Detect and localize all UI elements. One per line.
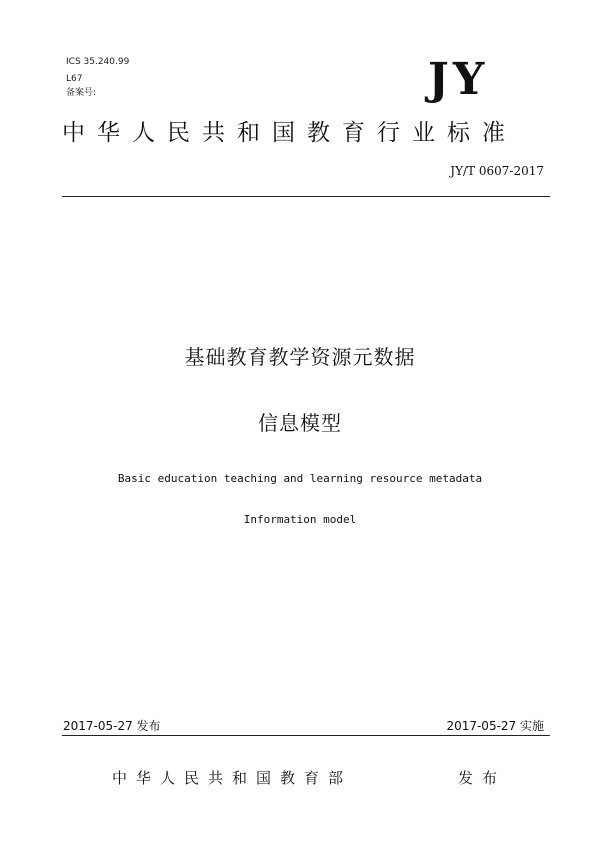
title-english-line-2: Information model (243, 513, 357, 526)
implementation-date: 2017-05-27 实施 (446, 719, 544, 733)
publisher-name: 中华人民共和国教育部 (112, 769, 353, 787)
title-chinese-line-2: 信息模型 (258, 411, 342, 435)
title-chinese-line-1: 基础教育教学资源元数据 (184, 345, 416, 369)
standard-number: JY/T 0607-2017 (450, 164, 544, 178)
ccs-code: L67 (66, 74, 83, 84)
ics-code: ICS 35.240.99 (66, 57, 130, 67)
issue-date: 2017-05-27 发布 (63, 719, 161, 733)
filing-number-label: 备案号: (66, 88, 97, 98)
standard-type-heading: 中华人民共和国教育行业标准 (62, 120, 517, 146)
publish-label: 发布 (458, 769, 507, 787)
title-english-line-1: Basic education teaching and learning resource metadata (117, 472, 483, 485)
footer-divider (62, 735, 550, 736)
standard-logo: JY (428, 54, 489, 105)
header-divider (62, 196, 550, 197)
